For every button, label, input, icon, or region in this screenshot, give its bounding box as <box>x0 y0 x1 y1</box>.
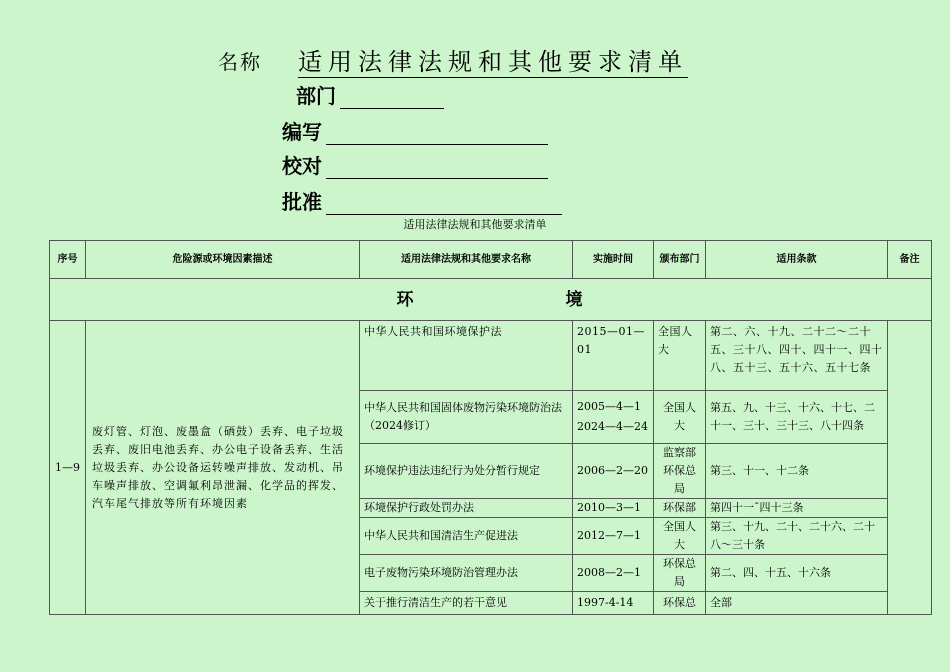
effective-date: 2008—2—1 <box>573 555 654 592</box>
regulation-name: 中华人民共和国清洁生产促进法 <box>360 518 573 555</box>
col-header-note: 备注 <box>888 241 932 279</box>
applicable-clauses: 第三、十九、二十、二十六、二十八～三十条 <box>706 518 888 555</box>
effective-date: 1997-4-14 <box>573 592 654 615</box>
regulation-name: 关于推行清洁生产的若干意见 <box>360 592 573 615</box>
table-header-row <box>50 241 932 279</box>
col-header-clauses: 适用条款 <box>706 241 888 279</box>
section-environment <box>50 279 932 321</box>
col-header-seq: 序号 <box>50 241 86 279</box>
regulation-name: 环境保护行政处罚办法 <box>360 499 573 518</box>
note-cell <box>888 321 932 615</box>
regulation-name: 电子废物污染环境防治管理办法 <box>360 555 573 592</box>
applicable-clauses: 全部 <box>706 592 888 615</box>
issuing-dept: 环保部 <box>654 499 706 518</box>
approver-label: 批准 <box>282 190 322 214</box>
issuing-dept: 全国人大 <box>654 518 706 555</box>
approver-blank-line <box>326 192 562 215</box>
seq-cell: 1—9 <box>50 321 86 615</box>
proofreader-label: 校对 <box>282 154 322 178</box>
applicable-clauses: 第三、十一、十二条 <box>706 444 888 499</box>
effective-date: 2006—2—20 <box>573 444 654 499</box>
section-label-left: 环 <box>396 289 416 310</box>
applicable-clauses: 第二、六、十九、二十二～二十五、三十八、四十、四十一、四十八、五十三、五十六、五十七条 <box>706 321 888 391</box>
issuing-dept: 环保总局 <box>654 555 706 592</box>
document-title: 适用法律法规和其他要求清单 <box>298 42 688 78</box>
regulation-name: 环境保护违法违纪行为处分暂行规定 <box>360 444 573 499</box>
col-header-dept: 颁布部门 <box>654 241 706 279</box>
author-label: 编写 <box>282 120 322 144</box>
description-cell: 废灯管、灯泡、废墨盒（硒鼓）丢弃、电子垃圾丢弃、废旧电池丢弃、办公电子设备丢弃、生活垃圾丢弃、办公设备运转噪声排放、发动机、吊车噪声排放、空调氟利昂泄漏、化学品的挥发、汽车尾气排放等所有环境因素 <box>86 321 360 615</box>
section-label-right: 境 <box>565 289 585 310</box>
effective-date: 2005—4—1 2024—4—24 <box>573 391 654 444</box>
effective-date: 2015—01—01 <box>573 321 654 391</box>
proofreader-blank-line <box>326 156 548 179</box>
department-blank-line <box>340 86 444 109</box>
department-field <box>296 80 444 109</box>
issuing-dept: 全国人大 <box>654 391 706 444</box>
col-header-description: 危险源或环境因素描述 <box>86 241 360 279</box>
issuing-dept: 监察部环保总局 <box>654 444 706 499</box>
regulations-table <box>49 240 932 615</box>
author-blank-line <box>326 122 548 145</box>
approver-field <box>282 186 562 215</box>
author-field <box>282 116 548 145</box>
regulation-name: 中华人民共和国环境保护法 <box>360 321 573 391</box>
section-row <box>50 279 932 321</box>
applicable-clauses: 第四十一¯四十三条 <box>706 499 888 518</box>
effective-date: 2010—3—1 <box>573 499 654 518</box>
applicable-clauses: 第二、四、十五、十六条 <box>706 555 888 592</box>
department-label: 部门 <box>296 84 336 108</box>
col-header-regulation: 适用法律法规和其他要求名称 <box>360 241 573 279</box>
proofreader-field <box>282 150 548 179</box>
table-row <box>50 321 932 391</box>
col-header-date: 实施时间 <box>573 241 654 279</box>
effective-date: 2012—7—1 <box>573 518 654 555</box>
issuing-dept: 全国人大 <box>654 321 706 391</box>
table-caption: 适用法律法规和其他要求清单 <box>403 218 547 231</box>
applicable-clauses: 第五、九、十三、十六、十七、二十一、三十、三十三、八十四条 <box>706 391 888 444</box>
regulation-name: 中华人民共和国固体废物污染环境防治法（2024修订） <box>360 391 573 444</box>
issuing-dept: 环保总 <box>654 592 706 615</box>
name-label: 名称 <box>218 50 262 74</box>
